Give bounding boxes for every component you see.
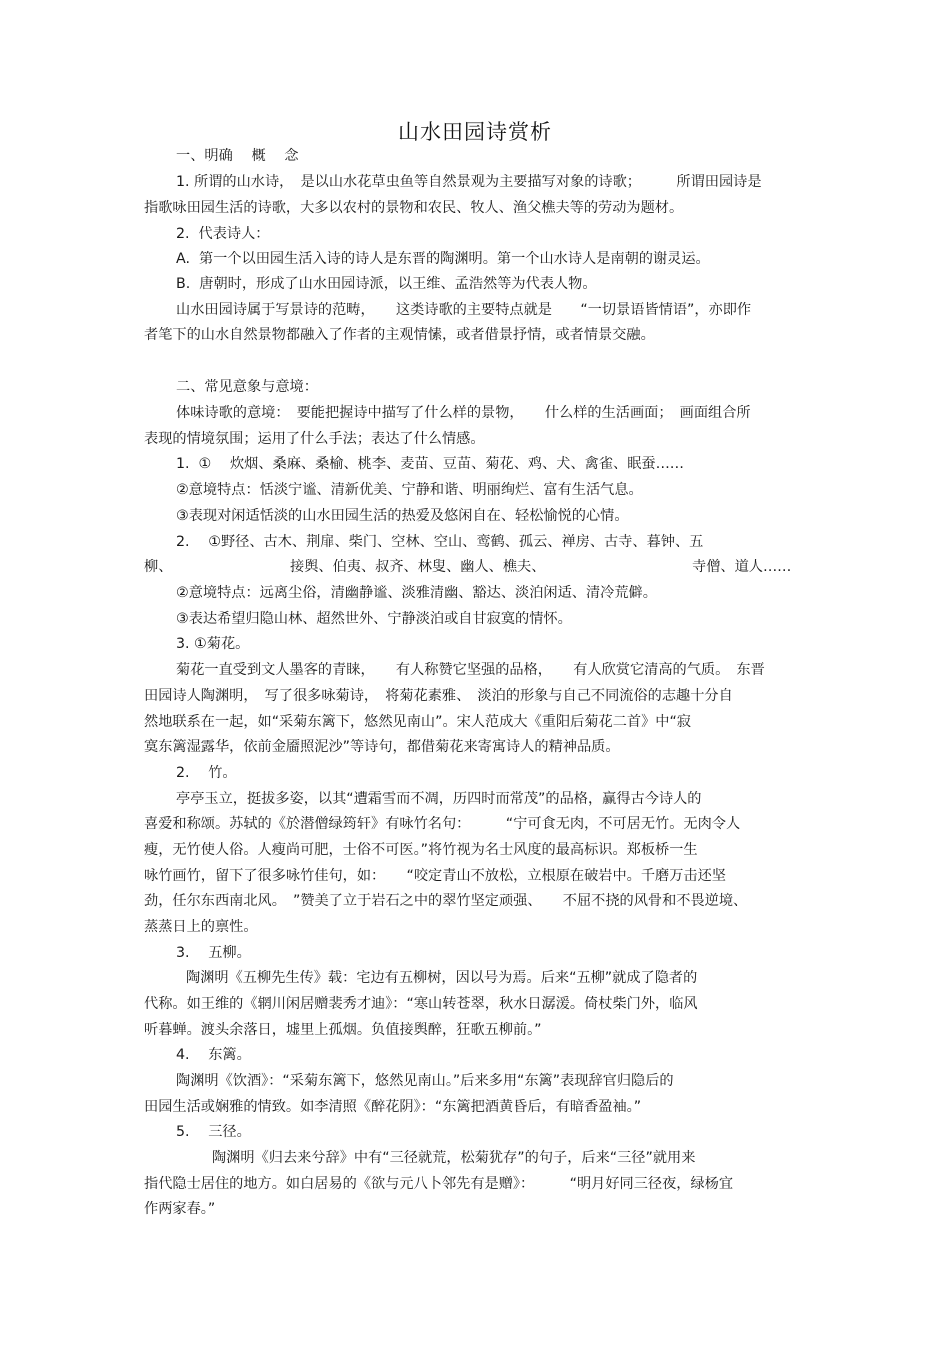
paragraph-line: 听暮蝉。渡头余落日，墟里上孤烟。负值接舆醉，狂歌五柳前。” [144,1022,542,1038]
paragraph-line: 山水田园诗属于写景诗的范畴， 这类诗歌的主要特点就是 “一切景语皆情语”，亦即作 [176,302,752,318]
subheading-poets: 2. 代表诗人： [176,226,270,242]
imagery-group-2: 2. ①野径、古木、荆扉、柴门、空林、空山、鸾鹤、孤云、禅房、古寺、暮钟、五 [176,534,704,550]
paragraph-line: 寞东篱湿露华，依前金靥照泥沙”等诗句，都借菊花来寄寓诗人的精神品质。 [144,739,620,755]
paragraph-line: 指歌咏田园生活的诗歌，大多以农村的景物和农民、牧人、渔父樵夫等的劳动为题材。 [144,200,684,216]
item-heading-chrysanthemum: 3. ①菊花。 [176,636,250,652]
item-heading-three-paths: 5. 三径。 [176,1124,251,1140]
paragraph-line: 指代隐士居住的地方。如白居易的《欲与元八卜邻先有是赠》： “明月好同三径夜，绿杨宜 [144,1176,734,1192]
imagery-group-2-cont: 寺僧、道人…… [692,559,792,575]
paragraph-line: 作两家春。” [144,1201,216,1217]
paragraph-line: 陶渊明《归去来兮辞》中有“三径就荒，松菊犹存”的句子，后来“三径”就用来 [212,1150,696,1166]
list-item: B. 唐朝时，形成了山水田园诗派，以王维、孟浩然等为代表人物。 [176,276,597,292]
section-heading-concept: 一、明确 概 念 [176,148,299,164]
paragraph-line: 田园诗人陶渊明， 写了很多咏菊诗， 将菊花素雅、 淡泊的形象与自己不同流俗的志趣十分自 [144,688,733,704]
paragraph-line: 劲，任尔东西南北风。 ”赞美了立于岩石之中的翠竹坚定顽强、 不屈不挠的风骨和不畏逆境、 [144,893,748,909]
paragraph-line: 体味诗歌的意境： 要能把握诗中描写了什么样的景物， 什么样的生活画面； 画面组合所 [176,405,751,421]
paragraph-line: 代称。如王维的《辋川闲居赠裴秀才迪》：“寒山转苍翠，秋水日潺湲。倚杖柴门外，临风 [144,996,698,1012]
imagery-group-2-feeling: ③表达希望归隐山林、超然世外、宁静淡泊或自甘寂寞的情怀。 [176,611,572,627]
imagery-group-2-mood: ②意境特点：远离尘俗，清幽静谧、淡雅清幽、豁达、淡泊闲适、清冷荒僻。 [176,585,657,601]
imagery-group-2-cont: 柳、 [144,559,173,575]
list-item: A. 第一个以田园生活入诗的诗人是东晋的陶渊明。第一个山水诗人是南朝的谢灵运。 [176,251,710,267]
paragraph-line: 亭亭玉立，挺拔多姿，以其“遭霜雪而不凋，历四时而常茂”的品格，赢得古今诗人的 [176,791,702,807]
paragraph-line: 者笔下的山水自然景物都融入了作者的主观情愫，或者借景抒情，或者情景交融。 [144,327,655,343]
imagery-group-1-mood: ②意境特点：恬淡宁谧、清新优美、宁静和谐、明丽绚烂、富有生活气息。 [176,482,643,498]
item-heading-bamboo: 2. 竹。 [176,765,237,781]
paragraph-line: 瘦，无竹使人俗。人瘦尚可肥，士俗不可医。”将竹视为名士风度的最高标识。郑板桥一生 [144,842,698,858]
paragraph-line: 田园生活或娴雅的情致。如李清照《醉花阴》：“东篱把酒黄昏后，有暗香盈袖。” [144,1099,642,1115]
paragraph-line: 陶渊明《饮酒》：“采菊东篱下，悠然见南山。”后来多用“东篱”表现辞官归隐后的 [176,1073,674,1089]
paragraph-line: 表现的情境氛围；运用了什么手法；表达了什么情感。 [144,431,485,447]
paragraph-line: 蒸蒸日上的禀性。 [144,919,258,935]
paragraph-line: 菊花一直受到文人墨客的青睐， 有人称赞它坚强的品格， 有人欣赏它清高的气质。 东晋 [176,662,765,678]
paragraph-line: 然地联系在一起，如“采菊东篱下，悠然见南山”。宋人范成大《重阳后菊花二首》中“寂 [144,714,691,730]
item-heading-east-fence: 4. 东篱。 [176,1047,251,1063]
paragraph-line: 陶渊明《五柳先生传》载：宅边有五柳树，因以号为焉。后来“五柳”就成了隐者的 [186,970,698,986]
paragraph-line: 咏竹画竹，留下了很多咏竹佳句，如： “咬定青山不放松，立根原在破岩中。千磨万击还坚 [144,868,726,884]
paragraph-line: 喜爱和称颂。苏轼的《於潜僧绿筠轩》有咏竹名句： “宁可食无肉，不可居无竹。无肉令人 [144,816,741,832]
section-heading-imagery: 二、常见意象与意境： [176,379,318,395]
paragraph-line: 1. 所谓的山水诗， 是以山水花草虫鱼等自然景观为主要描写对象的诗歌； 所谓田园诗是 [176,174,762,190]
imagery-group-1: 1. ① 炊烟、桑麻、桑榆、桃李、麦苗、豆苗、菊花、鸡、犬、禽雀、眠蚕…… [176,456,684,472]
imagery-group-2-cont: 接舆、伯夷、叔齐、林叟、幽人、樵夫、 [290,559,546,575]
item-heading-five-willows: 3. 五柳。 [176,945,251,961]
imagery-group-1-feeling: ③表现对闲适恬淡的山水田园生活的热爱及悠闲自在、轻松愉悦的心情。 [176,508,629,524]
page-title: 山水田园诗赏析 [398,120,552,144]
